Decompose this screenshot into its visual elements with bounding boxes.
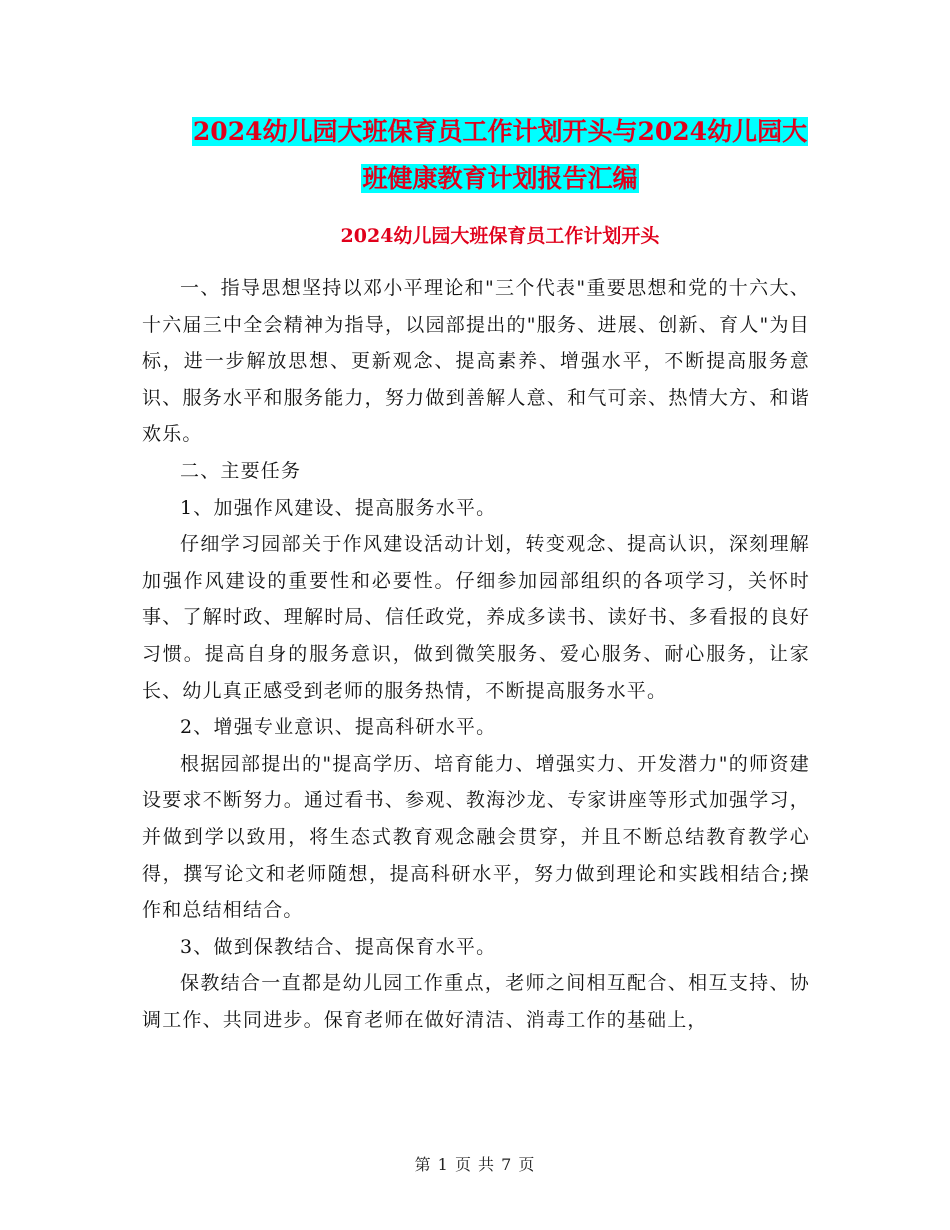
document-title [140,108,860,202]
page-footer: 第 1 页 共 7 页 [414,1155,536,1174]
heading-task-2: 2、增强专业意识、提高科研水平。 [180,716,497,739]
document-title-line-1: 2024幼儿园大班保育员工作计划开头与2024幼儿园大 [192,117,808,146]
heading-task-1: 1、加强作风建设、提高服务水平。 [180,496,497,519]
heading-task-3: 3、做到保教结合、提高保育水平。 [180,935,497,958]
paragraph-guiding-ideology: 一、指导思想坚持以邓小平理论和"三个代表"重要思想和党的十六大、十六届三中全会精神为指导，以园部提出的"服务、进展、创新、育人"为目标，进一步解放思想、更新观念、提高素养、增强水平，不断提高服务意识、服务水平和服务能力，努力做到善解人意、和气可亲、热情大方、和谐欢乐。 [142,277,810,446]
document-body [142,270,810,1038]
document-title-line-2: 班健康教育计划报告汇编 [362,164,638,193]
section-title: 2024幼儿园大班保育员工作计划开头 [340,225,660,247]
paragraph-task-3: 保教结合一直都是幼儿园工作重点，老师之间相互配合、相互支持、协调工作、共同进步。保育老师在做好清洁、消毒工作的基础上， [142,972,810,1031]
paragraph-task-1: 仔细学习园部关于作风建设活动计划，转变观念、提高认识，深刻理解加强作风建设的重要性和必要性。仔细参加园部组织的各项学习，关怀时事、了解时政、理解时局、信任政党，养成多读书、读好书、多看报的良好习惯。提高自身的服务意识，做到微笑服务、爱心服务、耐心服务，让家长、幼儿真正感受到老师的服务热情，不断提高服务水平。 [142,533,810,702]
paragraph-task-2: 根据园部提出的"提高学历、培育能力、增强实力、开发潜力"的师资建设要求不断努力。通过看书、参观、教海沙龙、专家讲座等形式加强学习，并做到学以致用，将生态式教育观念融会贯穿，并且不断总结教育教学心得，撰写论文和老师随想，提高科研水平，努力做到理论和实践相结合;操作和总结相结合。 [142,752,810,922]
heading-main-tasks: 二、主要任务 [180,459,302,482]
